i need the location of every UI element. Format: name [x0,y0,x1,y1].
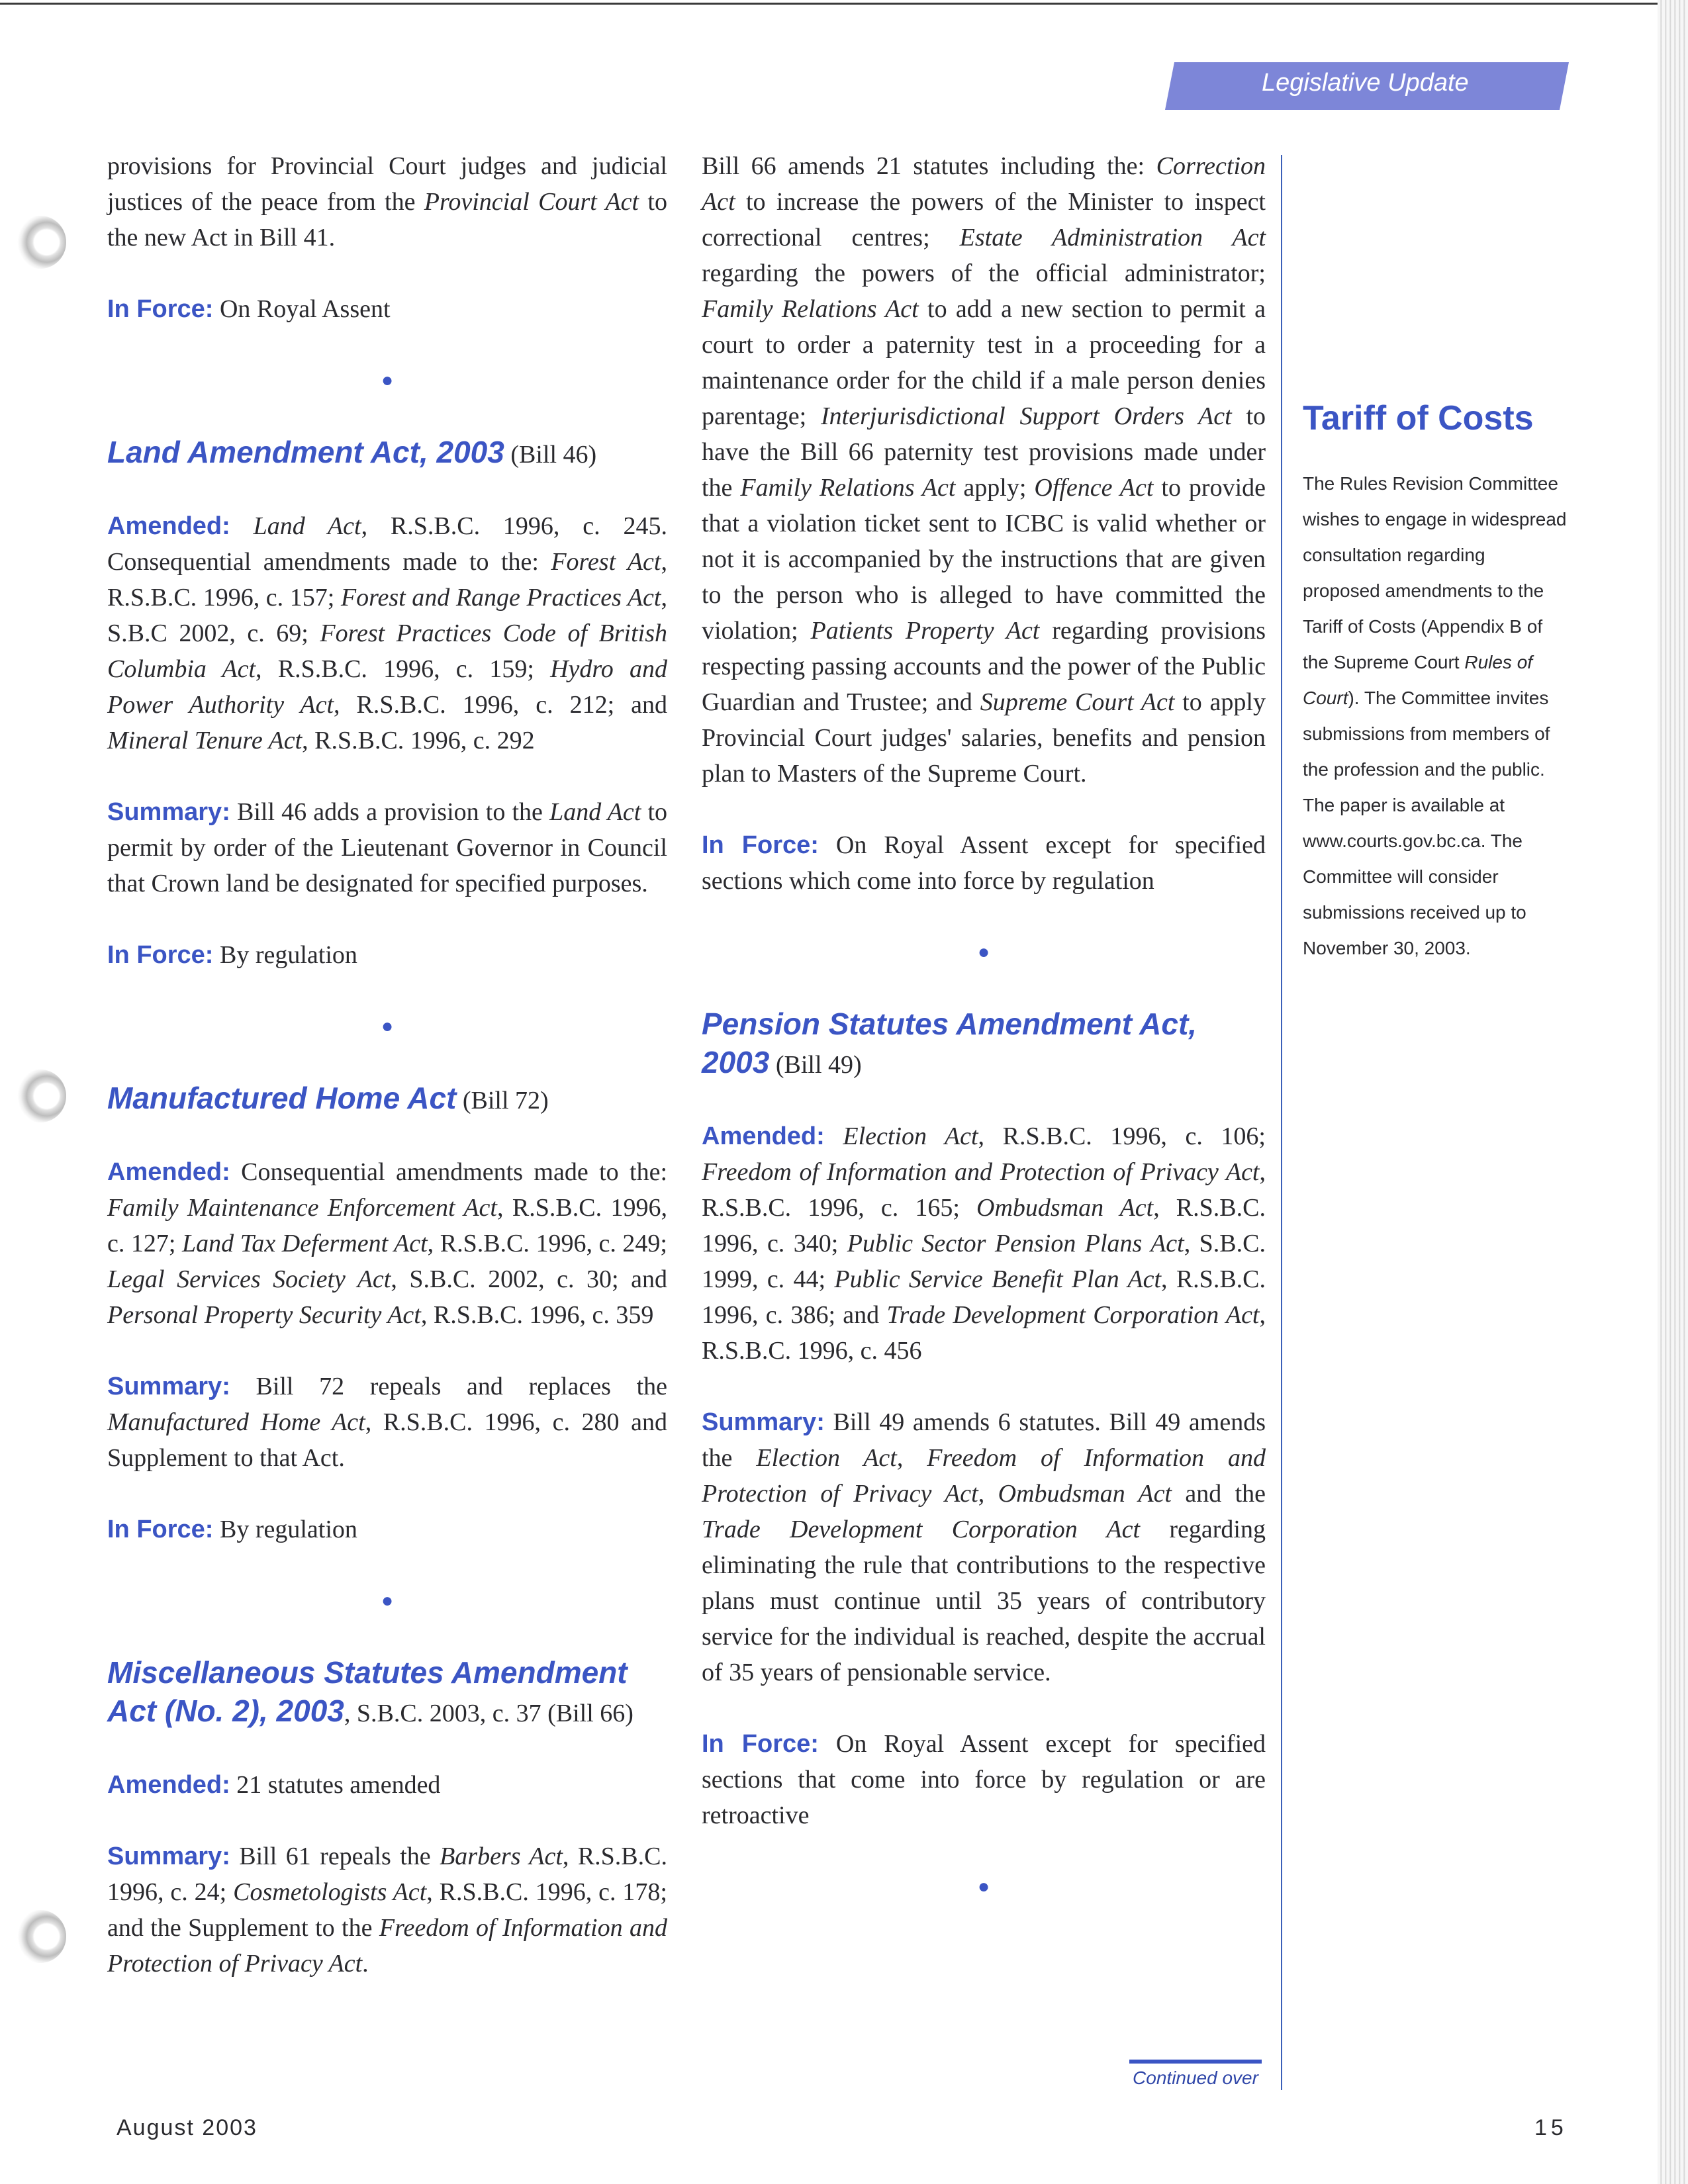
land-act-in-force: In Force: By regulation [107,941,357,969]
bill66-in-force: In Force: On Royal Assent except for specified sections which come into force by regulation [702,831,1266,895]
sidebar-notice [1303,397,1568,966]
column-divider [1281,155,1282,2090]
sidebar-body: The Rules Revision Committee wishes to engage in widespread consultation regarding proposed amendments to the Tariff of Costs (Appendix B of the Supreme Court Rules of Court). The Committee invites submissions from members of the profession and the public. The paper is available at www.courts.gov.bc.ca. The Committee will consider submissions received up to November 30, 2003. [1303,473,1567,958]
pension-act-in-force: In Force: On Royal Assent except for specified sections that come into force by regulation or are retroactive [702,1730,1266,1829]
continued-rule [1129,2060,1262,2064]
binder-hole-icon [15,216,66,269]
land-act-amended: Amended: Land Act, R.S.B.C. 1996, c. 245. Consequential amendments made to the: Forest Act, R.S.B.C. 1996, c. 157; Forest and Range Practices Act, S.B.C 2002, c. 69; Forest Practices Code of British Columbia Act, R.S.B.C. 1996, c. 159; Hydro and Power Authority Act, R.S.B.C. 1996, c. 212; and Mineral Tenure Act, R.S.B.C. 1996, c. 292 [107,512,668,754]
page-edge-stack [1658,0,1688,2184]
pension-act-summary: Summary: Bill 49 amends 6 statutes. Bill 49 amends the Election Act, Freedom of Information and Protection of Privacy Act, Ombudsman Act and the Trade Development Corporation Act regarding eliminating the rule that contributions to the respective plans must continue until 35 years of contributory service for the individual is reached, despite the accrual of 35 years of pensionable service. [702,1408,1266,1686]
misc-statutes-amended: Amended: 21 statutes amended [107,1771,441,1799]
misc-statutes-summary: Summary: Bill 61 repeals the Barbers Act, R.S.B.C. 1996, c. 24; Cosmetologists Act, R.S.B.C. 1996, c. 178; and the Supplement to the Freedom of Information and Protection of Privacy Act. [107,1843,667,1978]
misc-statutes-heading: Miscellaneous Statutes Amendment Act (No. 2), 2003, S.B.C. 2003, c. 37 (Bill 66) [107,1655,633,1728]
continued-over-label: Continued over [1133,2068,1258,2088]
sidebar-title: Tariff of Costs [1303,399,1534,437]
section-separator: ● [381,1015,394,1037]
left-column [107,148,667,1981]
land-act-heading: Land Amendment Act, 2003 (Bill 46) [107,435,597,469]
binder-hole-icon [15,1069,66,1122]
page-top-rule [0,3,1658,5]
bill66-paragraph: Bill 66 amends 21 statutes including the: Correction Act to increase the powers of the Minister to inspect correctional centres; Estate Administration Act regarding the powers of the official administrator; Family Relations Act to add a new section to permit a court to order a paternity test in a proceeding for a maintenance order for the child if a male person denies parentage; Interjurisdictional Support Orders Act to have the Bill 66 paternity test provisions made under the Family Relations Act apply; Offence Act to provide that a violation ticket sent to ICBC is valid whether or not it is accompanied by the instructions that are given to the person who is alleged to have committed the violation; Patients Property Act regarding provisions respecting passing accounts and the power of the Public Guardian and Trustee; and Supreme Court Act to apply Provincial Court judges' salaries, benefits and pension plan to Masters of the Supreme Court. [702,152,1266,788]
section-separator: ● [381,1590,394,1612]
land-act-summary: Summary: Bill 46 adds a provision to the Land Act to permit by order of the Lieutenant Governor in Council that Crown land be designated for specified purposes. [107,798,667,897]
section-separator: ● [977,941,990,963]
manufactured-home-summary: Summary: Bill 72 repeals and replaces the Manufactured Home Act, R.S.B.C. 1996, c. 280 and Supplement to that Act. [107,1373,667,1472]
section-separator: ● [977,1876,990,1897]
pension-act-amended: Amended: Election Act, R.S.B.C. 1996, c. 106; Freedom of Information and Protection of Privacy Act, R.S.B.C. 1996, c. 165; Ombudsman Act, R.S.B.C. 1996, c. 340; Public Sector Pension Plans Act, S.B.C. 1999, c. 44; Public Service Benefit Plan Act, R.S.B.C. 1996, c. 386; and Trade Development Corporation Act, R.S.B.C. 1996, c. 456 [702,1122,1266,1365]
manufactured-home-in-force: In Force: By regulation [107,1516,357,1543]
footer-date: August 2003 [117,2115,258,2140]
binder-hole-icon [15,1910,66,1963]
section-title: Legislative Update [1262,69,1469,97]
manufactured-home-heading: Manufactured Home Act (Bill 72) [107,1081,549,1115]
section-separator: ● [381,369,394,391]
middle-column [702,148,1266,1905]
page-number: 15 [1534,2115,1568,2140]
pension-act-heading: Pension Statutes Amendment Act, 2003 (Bill 49) [702,1007,1197,1079]
manufactured-home-amended: Amended: Consequential amendments made to the: Family Maintenance Enforcement Act, R.S.B.C. 1996, c. 127; Land Tax Deferment Act, R.S.B.C. 1996, c. 249; Legal Services Society Act, S.B.C. 2002, c. 30; and Personal Property Security Act, R.S.B.C. 1996, c. 359 [107,1158,668,1329]
intro-in-force: In Force: On Royal Assent [107,295,391,323]
intro-paragraph: provisions for Provincial Court judges and judicial justices of the peace from the Provincial Court Act to the new Act in Bill 41. [107,152,667,251]
